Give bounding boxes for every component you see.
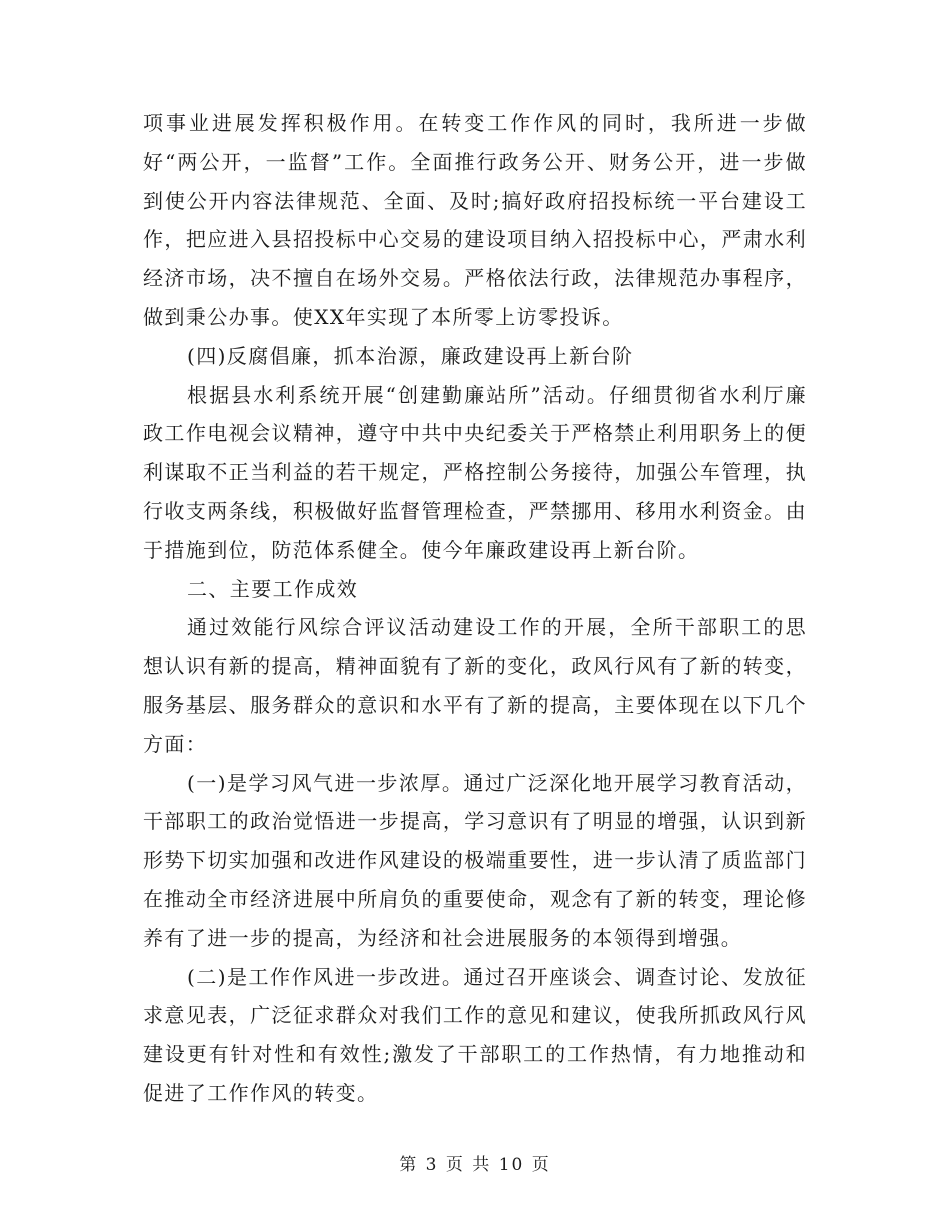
paragraph-anticorruption: 根据县水利系统开展“创建勤廉站所”活动。仔细贯彻省水利厅廉政工作电视会议精神，遵守中共中央纪委关于严格禁止利用职务上的便利谋取不正当利益的若干规定，严格控制公务接待，加强公车管理，执行收支两条线，积极做好监督管理检查，严禁挪用、移用水利资金。由于措施到位，防范体系健全。使今年廉政建设再上新台阶。 <box>143 382 807 562</box>
paragraph-work-style: (二)是工作作风进一步改进。通过召开座谈会、调查讨论、发放征求意见表，广泛征求群众对我们工作的意见和建议，使我所抓政风行风建设更有针对性和有效性;激发了干部职工的工作热情，有力地推动和促进了工作作风的转变。 <box>143 964 807 1105</box>
document-body <box>143 104 807 1113</box>
paragraph-1: 项事业进展发挥积极作用。在转变工作作风的同时，我所进一步做好“两公开，一监督”工作。全面推行政务公开、财务公开，进一步做到使公开内容法律规范、全面、及时;搞好政府招投标统一平台建设工作，把应进入县招投标中心交易的建设项目纳入招投标中心，严肃水利经济市场，决不擅自在场外交易。严格依法行政，法律规范办事程序，做到秉公办事。使XX年实现了本所零上访零投诉。 <box>143 111 807 329</box>
section-heading-anticorruption: (四)反腐倡廉，抓本治源，廉政建设再上新台阶 <box>187 343 634 368</box>
paragraph-study-atmosphere: (一)是学习风气进一步浓厚。通过广泛深化地开展学习教育活动，干部职工的政治觉悟进一步提高，学习意识有了明显的增强，认识到新形势下切实加强和改进作风建设的极端重要性，进一步认清了质监部门在推动全市经济进展中所肩负的重要使命，观念有了新的转变，理论修养有了进一步的提高，为经济和社会进展服务的本领得到增强。 <box>143 770 807 950</box>
section-heading-results: 二、主要工作成效 <box>187 576 359 601</box>
page-number-footer: 第 3 页 共 10 页 <box>399 1155 551 1175</box>
paragraph-results-intro: 通过效能行风综合评议活动建设工作的开展，全所干部职工的思想认识有新的提高，精神面貌有了新的变化，政风行风有了新的转变，服务基层、服务群众的意识和水平有了新的提高，主要体现在以下几个方面： <box>143 615 807 756</box>
